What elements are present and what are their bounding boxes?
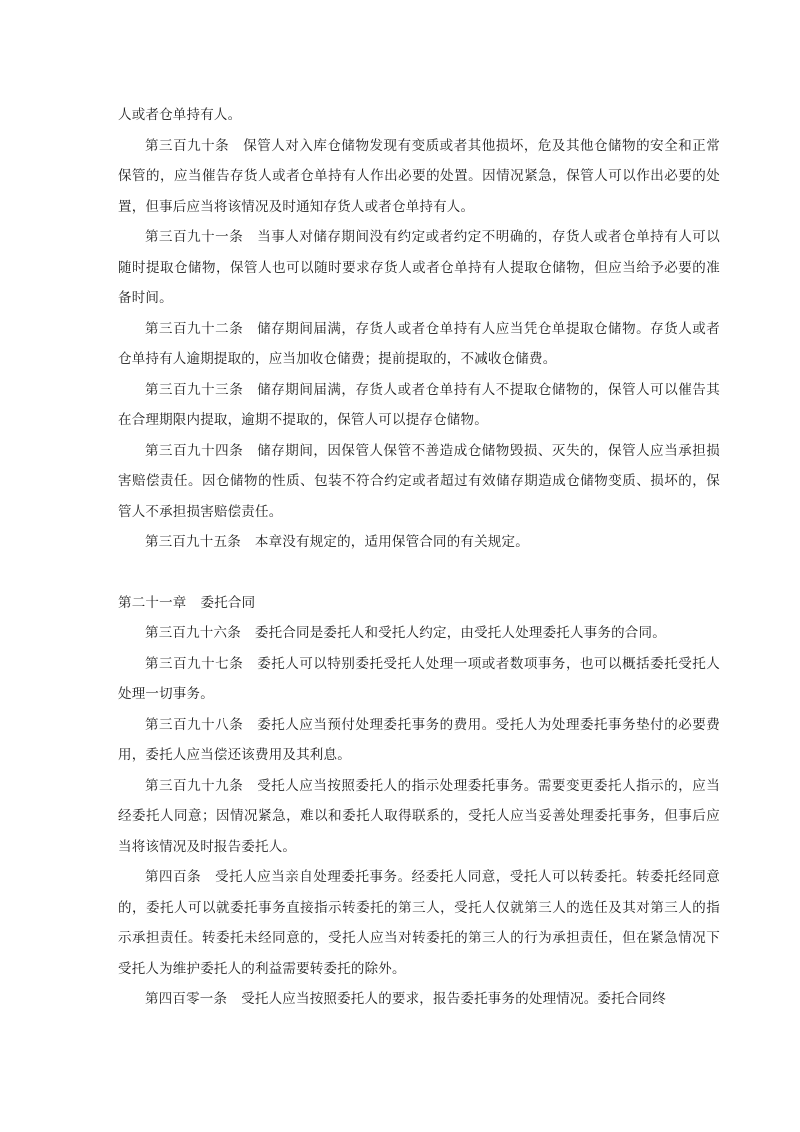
- article-number: 第三百九十二条: [145, 320, 244, 337]
- article-390: [118, 131, 720, 223]
- article-number: 第三百九十四条: [145, 442, 244, 459]
- article-text: 保管人对入库仓储物发现有变质或者其他损坏，危及其他仓储物的安全和正常保管的，应当催告存货人或者仓单持有人作出必要的处置。因情况紧急，保管人可以作出必要的处置，但事后应当将该情况及时通知存货人或者仓单持有人。: [118, 137, 720, 215]
- article-number: 第三百九十三条: [145, 381, 244, 398]
- article-393: [118, 375, 720, 436]
- article-401: [118, 984, 720, 1015]
- chapter-heading: [118, 588, 720, 619]
- article-397: [118, 649, 720, 710]
- article-text: 储存期间，因保管人保管不善造成仓储物毁损、灭失的，保管人应当承担损害赔偿责任。因仓储物的性质、包装不符合约定或者超过有效储存期造成仓储物变质、损坏的，保管人不承担损害赔偿责任。: [118, 442, 720, 520]
- article-391: [118, 222, 720, 314]
- article-number: 第三百九十条: [145, 137, 230, 154]
- article-392: [118, 314, 720, 375]
- article-398: [118, 710, 720, 771]
- article-395: [118, 527, 720, 558]
- article-number: 第四百条: [145, 869, 202, 885]
- article-400: [118, 862, 720, 984]
- article-text: 受托人应当按照委托人的要求，报告委托事务的处理情况。委托合同终: [241, 991, 666, 1007]
- article-number: 第三百九十六条: [145, 625, 241, 641]
- article-text: 储存期间届满，存货人或者仓单持有人应当凭仓单提取仓储物。存货人或者仓单持有人逾期提取的，应当加收仓储费；提前提取的，不减收仓储费。: [118, 320, 720, 367]
- article-number: 第三百九十五条: [145, 534, 241, 550]
- article-399: [118, 771, 720, 863]
- article-text: 委托合同是委托人和受托人约定，由受托人处理委托人事务的合同。: [254, 625, 666, 641]
- article-number: 第三百九十一条: [145, 229, 244, 245]
- article-text: 本章没有规定的，适用保管合同的有关规定。: [254, 534, 529, 550]
- article-394: [118, 436, 720, 528]
- article-text: 受托人应当按照委托人的指示处理委托事务。需要变更委托人指示的，应当经委托人同意；因情况紧急，难以和委托人取得联系的，受托人应当妥善处理委托事务，但事后应当将该情况及时报告委托人。: [118, 777, 720, 855]
- article-text: 受托人应当亲自处理委托事务。经委托人同意，受托人可以转委托。转委托经同意的，委托人可以就委托事务直接指示转委托的第三人，受托人仅就第三人的选任及其对第三人的指示承担责任。转委托未经同意的，受托人应当对转委托的第三人的行为承担责任，但在紧急情况下受托人为维护委托人的利益需要转委托的除外。: [118, 869, 720, 977]
- article-number: 第三百九十八条: [145, 716, 244, 733]
- article-text: 当事人对储存期间没有约定或者约定不明确的，存货人或者仓单持有人可以随时提取仓储物，保管人也可以随时要求存货人或者仓单持有人提取仓储物，但应当给予必要的准备时间。: [118, 229, 720, 306]
- article-number: 第四百零一条: [145, 991, 228, 1007]
- paragraph-continuation: [118, 100, 720, 131]
- paragraph-text: 人或者仓单持有人。: [118, 107, 242, 123]
- section-gap: [118, 558, 720, 588]
- article-text: 委托人可以特别委托受托人处理一项或者数项事务，也可以概括委托受托人处理一切事务。: [118, 655, 720, 702]
- article-text: 储存期间届满，存货人或者仓单持有人不提取仓储物的，保管人可以催告其在合理期限内提取，逾期不提取的，保管人可以提存仓储物。: [118, 381, 720, 428]
- chapter-number: 第二十一章: [118, 594, 187, 611]
- article-number: 第三百九十九条: [145, 777, 244, 794]
- article-text: 委托人应当预付处理委托事务的费用。受托人为处理委托事务垫付的必要费用，委托人应当偿还该费用及其利息。: [118, 716, 720, 763]
- article-396: [118, 618, 720, 649]
- article-number: 第三百九十七条: [145, 655, 244, 672]
- chapter-title: 委托合同: [200, 594, 256, 611]
